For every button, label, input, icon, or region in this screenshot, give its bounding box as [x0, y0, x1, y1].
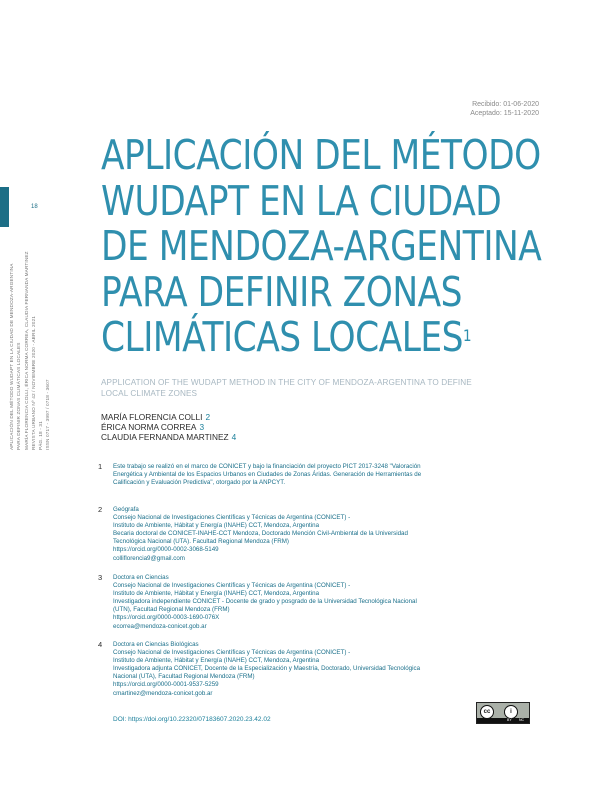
english-title: APPLICATION OF THE WUDAPT METHOD IN THE CITY OF MENDOZA-ARGENTINA TO DEFINE LOCAL CLIMATE ZONES: [101, 378, 472, 398]
footnote-line: Instituto de Ambiente, Hábitat y Energía (INAHE) CCT, Mendoza, Argentina: [113, 522, 320, 530]
sidebar-line: REVISTA URBANO Nº 42 / NOVIEMBRE 2020 - ABRIL 2021: [30, 316, 36, 450]
license-nc-label: NC: [519, 718, 525, 722]
footnote-body: [113, 641, 473, 698]
footnote-body: [113, 463, 473, 487]
footnote-body: [113, 506, 473, 563]
article-title: [101, 133, 551, 361]
title-line: CLIMÁTICAS LOCALES: [101, 313, 464, 361]
footnote-line: Energética y Ambiental de los Espacios Urbanos en Ciudades de Zonas Áridas. Generación de Herramientas de: [113, 471, 422, 479]
footnote-degree: Doctora en Ciencias Biológicas: [113, 641, 199, 648]
sidebar-line: MARÍA FLORENCIA COLLI, ÉRICA NORMA CORREA, CLAUDIA FERNANDA MARTINEZ: [23, 251, 29, 450]
license-by-label: BY: [507, 718, 512, 722]
footnote-line: Investigadora adjunta CONICET, Docente de la Especialización y Maestría, Doctorado, Universidad Tecnológica: [113, 665, 421, 673]
email-link[interactable]: colliflorencia9@gmail.com: [113, 554, 185, 562]
article-dates: [470, 100, 539, 118]
footnote-degree: Doctora en Ciencias: [113, 574, 169, 581]
footnote-line: Nacional (UTA), Facultad Regional Mendoza (FRM): [113, 673, 255, 681]
attribution-icon: i: [504, 705, 518, 719]
orcid-link[interactable]: https://orcid.org/0000-0001-9537-5259: [113, 681, 219, 689]
doi-link[interactable]: DOI: https://doi.org/10.22320/07183607.2020.23.42.02: [113, 716, 271, 723]
footnote-number: 4: [98, 640, 103, 649]
orcid-link[interactable]: https://orcid.org/0000-0003-1690-076X: [113, 614, 220, 622]
footnote-line: Investigadora independiente CONICET - Docente de grado y posgrado de la Universidad Tecnológica Nacional: [113, 598, 417, 606]
received-date: Recibido: 01-06-2020: [472, 101, 539, 108]
title-line: APLICACIÓN DEL MÉTODO: [101, 131, 541, 179]
footnote-1: [98, 463, 473, 487]
title-line-last: [101, 315, 479, 361]
footnote-line: Tecnológica Nacional (UTA). Facultad Regional Mendoza (FRM): [113, 538, 289, 546]
footnote-degree: Geógrafa: [113, 506, 139, 513]
sidebar-line: PÁG. 18 - 31: [38, 421, 44, 450]
sidebar-line: APLICACIÓN DEL MÉTODO WUDAPT EN LA CIUDAD DE MENDOZA-ARGENTINA: [9, 263, 14, 450]
sidebar-running-header: [8, 150, 52, 450]
author-note-ref[interactable]: 4: [231, 432, 237, 443]
email-link[interactable]: cmartinez@mendoza-conicet.gob.ar: [113, 689, 213, 697]
footnote-line: Consejo Nacional de Investigaciones Científicas y Técnicas de Argentina (CONICET) -: [113, 582, 351, 590]
author-name: CLAUDIA FERNANDA MARTINEZ: [101, 432, 229, 443]
orcid-link[interactable]: https://orcid.org/0000-0002-3068-5149: [113, 546, 219, 554]
title-footnote-mark[interactable]: 1: [463, 326, 472, 345]
cc-license-badge[interactable]: [476, 702, 530, 724]
author: [101, 432, 236, 442]
accepted-date: Aceptado: 15-11-2020: [470, 110, 539, 117]
footnote-line: Calificación y Evaluación Predictiva", otorgado por la ANPCYT.: [113, 479, 286, 487]
cc-icon: cc: [480, 705, 494, 719]
author-name: MARÍA FLORENCIA COLLI: [101, 412, 203, 422]
author: [101, 412, 236, 422]
footnote-number: 2: [98, 505, 103, 514]
footnote-2: [98, 506, 473, 563]
footnote-line: Consejo Nacional de Investigaciones Científicas y Técnicas de Argentina (CONICET) -: [113, 649, 351, 657]
footnote-line: Instituto de Ambiente, Hábitat y Energía (INAHE) CCT, Mendoza, Argentina: [113, 590, 320, 598]
footnote-line: (UTN), Facultad Regional Mendoza (FRM): [113, 606, 230, 614]
footnote-number: 3: [98, 573, 103, 582]
author-note-ref[interactable]: 2: [205, 412, 211, 422]
footnote-number: 1: [98, 462, 103, 471]
sidebar-line: ISSN 0717 - 3997 / 0718 - 3607: [45, 379, 51, 450]
author-name: ÉRICA NORMA CORREA: [101, 422, 197, 433]
footnote-3: [98, 574, 473, 631]
email-link[interactable]: ecorrea@mendoza-conicet.gob.ar: [113, 622, 207, 630]
footnote-line: Instituto de Ambiente, Hábitat y Energía (INAHE) CCT, Mendoza, Argentina: [113, 657, 320, 665]
title-line: PARA DEFINIR ZONAS: [101, 267, 463, 316]
author-list: [101, 412, 236, 443]
license-bar: [477, 718, 529, 723]
footnote-line: Becaria doctoral de CONICET-INAHE-CCT Mendoza, Doctorado Mención Civil-Ambiental de la Universidad: [113, 530, 408, 538]
title-line: WUDAPT EN LA CIUDAD: [101, 176, 502, 225]
author: [101, 422, 236, 432]
footnote-line: Consejo Nacional de Investigaciones Científicas y Técnicas de Argentina (CONICET) -: [113, 514, 351, 522]
footnote-line: Este trabajo se realizó en el marco de CONICET y bajo la financiación del proyecto PICT 2017-3248 "Valoración: [113, 463, 421, 470]
footnote-body: [113, 574, 473, 631]
title-line: DE MENDOZA-ARGENTINA: [101, 222, 542, 270]
sidebar-line: PARA DEFINIR ZONAS CLIMÁTICAS LOCALES: [16, 342, 22, 450]
page-number: 18: [31, 204, 38, 210]
footnote-4: [98, 641, 473, 698]
author-note-ref[interactable]: 3: [199, 422, 205, 433]
